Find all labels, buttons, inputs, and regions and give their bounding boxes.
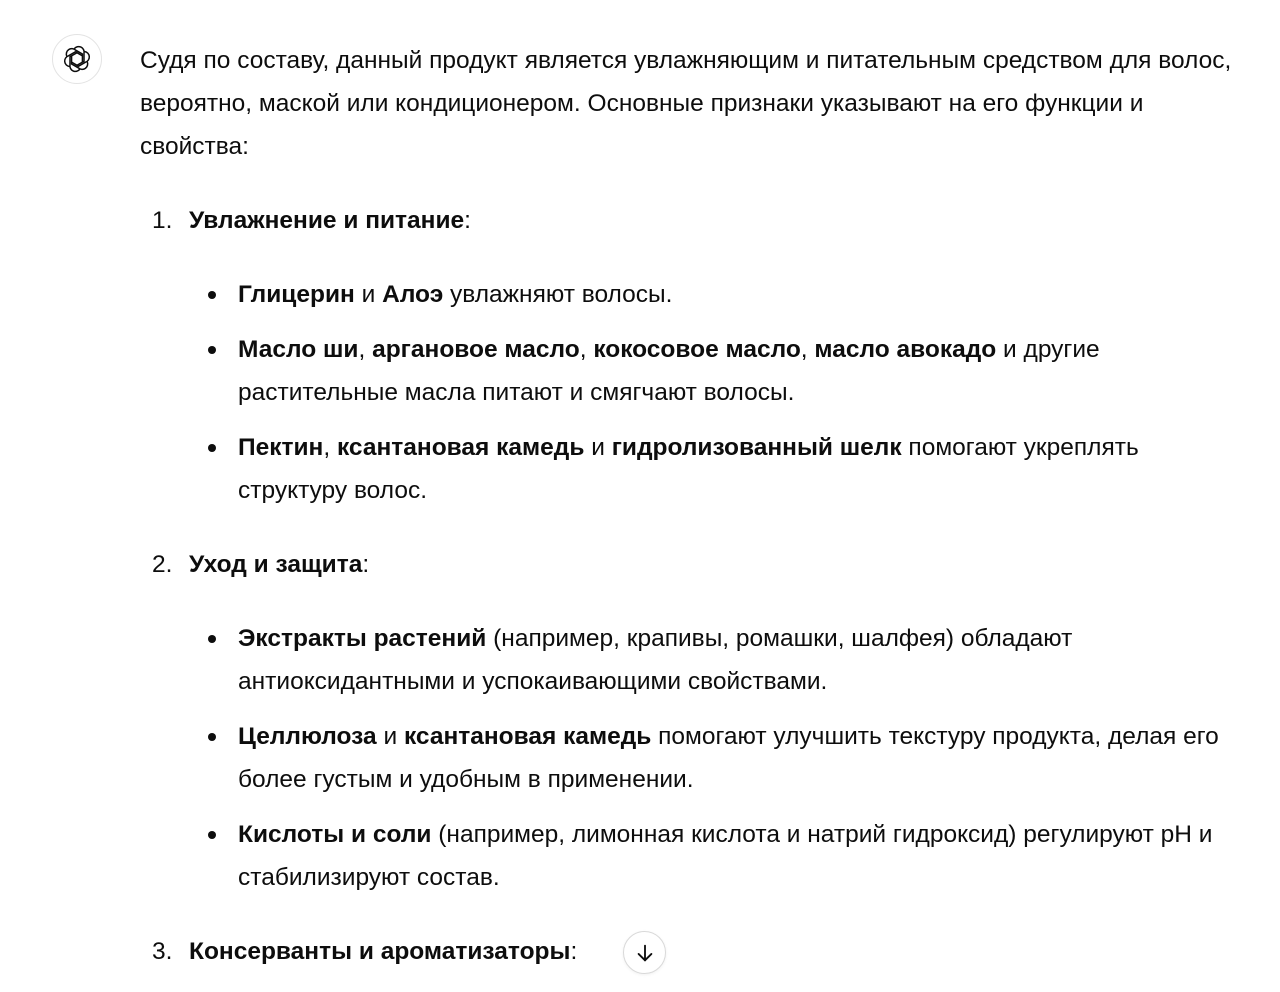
- bullet-list: [140, 273, 1240, 512]
- bold-term: масло авокадо: [814, 336, 997, 363]
- text: (например, крапивы, ромашки, шалфея) обладают антиоксидантными и успокаивающими свойствами.: [238, 625, 1073, 695]
- bold-term: кокосовое масло: [593, 336, 801, 363]
- section-number: 1.: [152, 207, 173, 234]
- text: и другие растительные масла питают и смягчают волосы.: [238, 336, 1100, 406]
- list-item: [140, 426, 1240, 512]
- list-item: [140, 715, 1240, 801]
- bullet-dot: [208, 291, 216, 299]
- bold-term: ксантановая камедь: [403, 723, 652, 750]
- section-heading: [140, 543, 1240, 586]
- message-intro: Судя по составу, данный продукт является увлажняющим и питательным средством для волос, вероятно, маской или кондиционером. Основные признаки указывают на его функции и свойства:: [140, 47, 1232, 160]
- list-item: [140, 617, 1240, 703]
- section-heading: [140, 930, 1240, 973]
- text: ,: [358, 336, 373, 363]
- list-item: [140, 273, 1240, 316]
- assistant-message: [140, 39, 1240, 973]
- bold-term: Пектин: [238, 434, 324, 461]
- text: и: [354, 281, 383, 308]
- openai-logo-icon: [62, 44, 92, 74]
- text: и: [376, 723, 404, 750]
- bold-term: гидролизованный шелк: [611, 434, 902, 461]
- bold-term: ксантановая камедь: [336, 434, 585, 461]
- bold-term: Кислоты и соли: [238, 821, 432, 848]
- bullet-dot: [208, 346, 216, 354]
- text: увлажняют волосы.: [443, 281, 673, 308]
- list-item: [140, 813, 1240, 899]
- list-item: [140, 543, 1240, 899]
- section-title: Консерванты и ароматизаторы: [189, 938, 571, 965]
- bullet-dot: [208, 831, 216, 839]
- list-item: [140, 930, 1240, 973]
- section-number: 3.: [152, 938, 173, 965]
- section-number: 2.: [152, 551, 173, 578]
- scroll-to-bottom-button[interactable]: [623, 931, 666, 974]
- sections-list: [140, 199, 1240, 973]
- section-colon: :: [362, 551, 370, 578]
- bold-term: Целлюлоза: [238, 723, 377, 750]
- list-item: [140, 328, 1240, 414]
- bullet-dot: [208, 444, 216, 452]
- text: (например, лимонная кислота и натрий гидроксид) регулируют pH и стабилизируют состав.: [238, 821, 1213, 891]
- bold-term: Экстракты растений: [238, 625, 487, 652]
- text: и: [584, 434, 612, 461]
- section-colon: :: [464, 207, 471, 234]
- assistant-avatar: [52, 34, 102, 84]
- list-item: [140, 199, 1240, 512]
- arrow-down-icon: [634, 942, 656, 964]
- text: помогают улучшить текстуру продукта, делая его более густым и удобным в применении.: [238, 723, 1219, 793]
- text: помогают укреплять структуру волос.: [238, 434, 1139, 504]
- section-heading: [140, 199, 1240, 242]
- section-title: Уход и защита: [189, 551, 363, 578]
- text: ,: [800, 336, 815, 363]
- section-colon: :: [570, 938, 578, 965]
- bullet-list: [140, 617, 1240, 899]
- bold-term: аргановое масло: [372, 336, 580, 363]
- section-title: Увлажнение и питание: [189, 207, 465, 234]
- bullet-dot: [208, 733, 216, 741]
- bold-term: Масло ши: [238, 336, 359, 363]
- text: ,: [323, 434, 337, 461]
- bullet-dot: [208, 635, 216, 643]
- bold-term: Алоэ: [382, 281, 444, 308]
- bold-term: Глицерин: [238, 281, 355, 308]
- text: ,: [579, 336, 594, 363]
